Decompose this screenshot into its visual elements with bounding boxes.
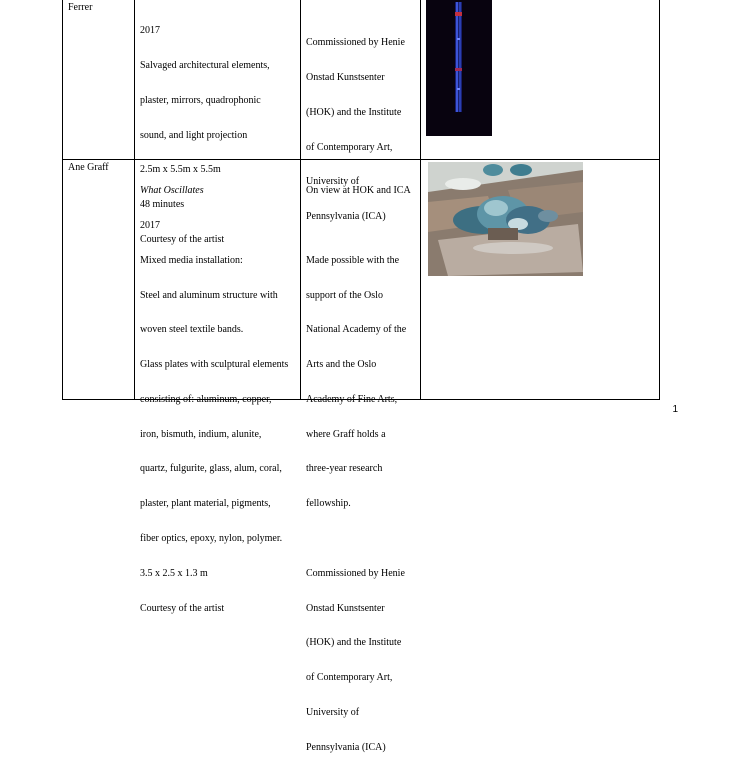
work-courtesy: Courtesy of the artist	[140, 233, 225, 245]
page-number: 1	[672, 404, 678, 415]
credit-text	[306, 162, 411, 776]
artist-name: Ane Graff	[68, 162, 109, 173]
work-detail-line: plaster, mirrors, quadrophonic	[140, 94, 261, 106]
credit-line: Commissioned by Henie	[306, 567, 405, 579]
table-column-divider	[134, 0, 135, 400]
work-detail-line: plaster, plant material, pigments,	[140, 498, 271, 510]
artwork-image-sculpture	[428, 162, 583, 276]
credit-line: On view at HOK and ICA	[306, 185, 411, 197]
artwork-image-light-installation	[426, 0, 492, 136]
credit-line: Academy of Fine Arts,	[306, 393, 398, 405]
work-dimensions: 2.5m x 5.5m x 5.5m	[140, 164, 221, 176]
work-detail-line: Steel and aluminum structure with	[140, 289, 278, 301]
table-column-divider	[420, 0, 421, 400]
work-detail-line: quartz, fulgurite, glass, alum, coral,	[140, 463, 282, 475]
credit-line	[306, 220, 411, 232]
credit-line: of Contemporary Art,	[306, 141, 393, 153]
credit-line: fellowship.	[306, 498, 351, 510]
work-detail-line: Mixed media installation:	[140, 254, 243, 266]
work-dimensions: 3.5 x 2.5 x 1.3 m	[140, 567, 208, 579]
artist-name: Ferrer	[68, 2, 93, 13]
work-detail-line: Salvaged architectural elements,	[140, 59, 270, 71]
work-courtesy: Courtesy of the artist	[140, 602, 225, 614]
table-column-divider	[300, 0, 301, 400]
work-duration: 48 minutes	[140, 199, 185, 211]
credit-line: Pennsylvania (ICA)	[306, 741, 386, 753]
work-detail-line: woven steel textile bands.	[140, 324, 244, 336]
work-detail-line: iron, bismuth, indium, alunite,	[140, 428, 262, 440]
credit-line: Onstad Kunstsenter	[306, 602, 385, 614]
credit-line: (HOK) and the Institute	[306, 637, 402, 649]
work-year: 2017	[140, 25, 160, 37]
credit-line: support of the Oslo	[306, 289, 383, 301]
credit-line: three-year research	[306, 463, 383, 475]
work-detail-line: sound, and light projection	[140, 129, 248, 141]
work-detail-line: consisting of: aluminum, copper,	[140, 393, 272, 405]
work-detail-line: Glass plates with sculptural elements	[140, 359, 289, 371]
credit-line: of Contemporary Art,	[306, 672, 393, 684]
work-year: 2017	[140, 219, 160, 231]
credit-line: Pennsylvania (ICA)	[306, 211, 386, 223]
credit-line: Commissioned by Henie	[306, 37, 405, 49]
credit-line: University of	[306, 706, 360, 718]
work-title: What Oscillates	[140, 185, 204, 197]
credit-line: Made possible with the	[306, 254, 400, 266]
credit-line: National Academy of the	[306, 324, 407, 336]
credit-line: Arts and the Oslo	[306, 359, 377, 371]
credit-line: Onstad Kunstsenter	[306, 71, 385, 83]
credit-line: (HOK) and the Institute	[306, 106, 402, 118]
credit-line: where Graff holds a	[306, 428, 386, 440]
work-detail-line: fiber optics, epoxy, nylon, polymer.	[140, 533, 283, 544]
credit-line	[306, 533, 411, 545]
work-details	[140, 162, 288, 637]
credit-line: University of	[306, 176, 360, 188]
